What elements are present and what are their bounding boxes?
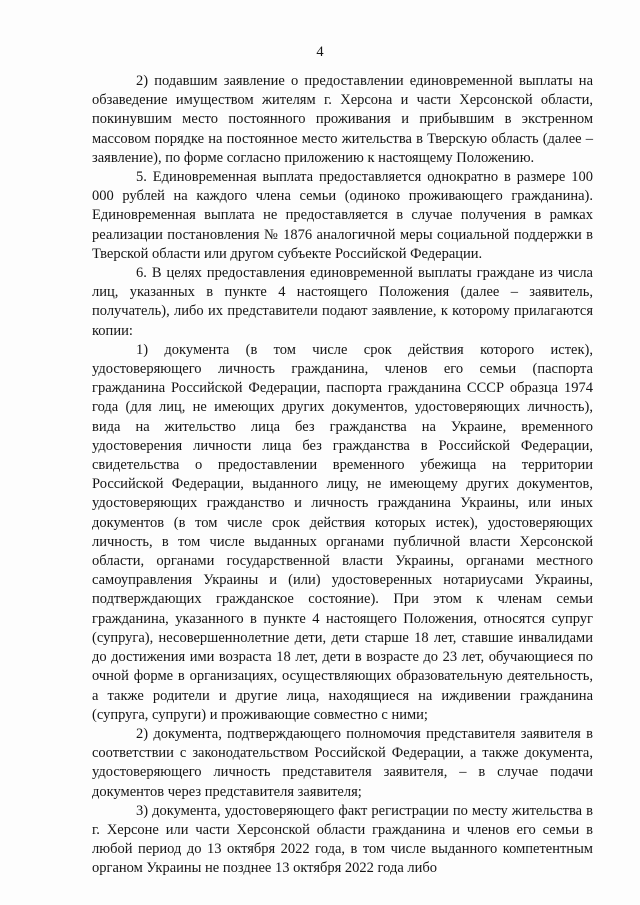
paragraph-clause-5-payment-amount: 5. Единовременная выплата предоставляется однократно в размере 100 000 рублей на каждого члена семьи (одиноко проживающего гражданина). Единовременная выплата не предоставляется в случае получения в рамках реализации постановления № 1876 аналогичной меры социальной поддержки в Тверской области или другом субъекте Российской Федерации. xyxy=(92,169,593,262)
page-number: 4 xyxy=(316,44,324,60)
paragraph-clause-6-application-copies: 6. В целях предоставления единовременной выплаты граждане из числа лиц, указанных в пункте 4 настоящего Положения (далее – заявитель, получатель), либо их представители подают заявление, к которому прилагаются копии: xyxy=(92,265,593,339)
document-body xyxy=(92,72,593,879)
paragraph-item-3-registration-document: 3) документа, удостоверяющего факт регистрации по месту жительства в г. Херсоне или части Херсонской области гражданина и членов его семьи в любой период до 13 октября 2022 года, в том числе выданного компетентным органом Украины не позднее 13 октября 2022 года либо xyxy=(92,802,593,877)
paragraph-item-2-representative-authority: 2) документа, подтверждающего полномочия представителя заявителя в соответствии с законодательством Российской Федерации, а также документа, удостоверяющего личность представителя заявителя, – в случае подачи документов через представителя заявителя; xyxy=(92,725,593,800)
paragraph-item-2-application: 2) подавшим заявление о предоставлении единовременной выплаты на обзаведение имуществом жителям г. Херсона и части Херсонской области, покинувшим место постоянного проживания и прибывшим в экстренном массовом порядке на постоянное место жительства в Тверскую область (далее – заявление), по форме согласно приложению к настоящему Положению. xyxy=(92,73,593,166)
paragraph-item-1-identity-documents: 1) документа (в том числе срок действия которого истек), удостоверяющего личность гражданина, членов его семьи (паспорта гражданина Российской Федерации, паспорта гражданина СССР образца 1974 года (для лиц, не имеющих других документов, удостоверяющих личность), вида на жительство лица без гражданства на Украине, временного удостоверения личности лица без гражданства в Российской Федерации, свидетельства о предоставлении временного убежища на территории Российской Федерации, выданного лицу, не имеющему других документов, удостоверяющих гражданство и личность гражданина Украины, или иных документов (в том числе срок действия которых истек), удостоверяющих личность, в том числе выданных органами публичной власти Херсонской области, органами государственной власти Украины, органами местного самоуправления Украины и (или) удостоверенных нотариусами Украины, подтверждающих гражданское состояние). При этом к членам семьи гражданина, указанного в пункте 4 настоящего Положения, относятся супруг (супруга), несовершеннолетние дети, дети старше 18 лет, ставшие инвалидами до достижения ими возраста 18 лет, дети в возрасте до 23 лет, обучающиеся по очной форме в организациях, осуществляющих образовательную деятельность, а также родители и другие лица, находящиеся на иждивении гражданина (супруга, супруги) и проживающие совместно с ними; xyxy=(92,341,593,723)
